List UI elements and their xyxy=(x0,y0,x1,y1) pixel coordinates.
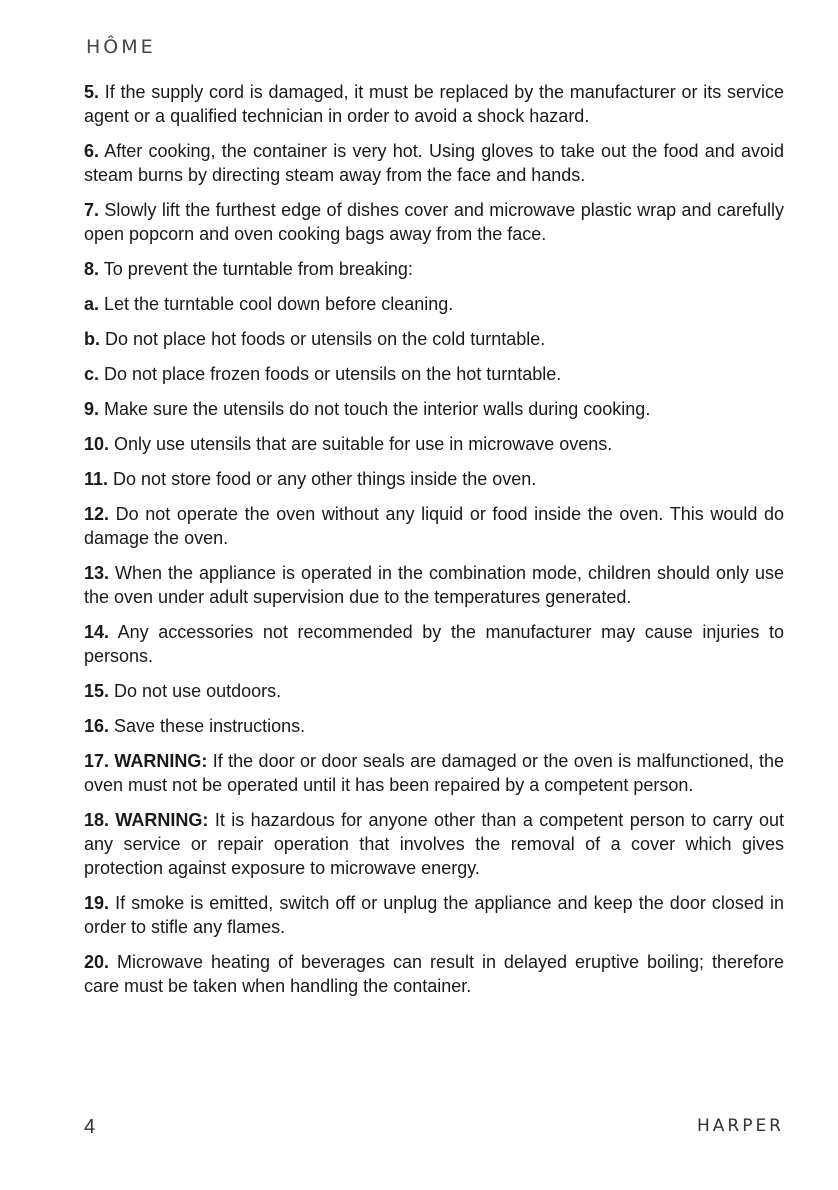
list-item xyxy=(84,891,784,939)
item-text: Do not use outdoors. xyxy=(109,681,282,701)
item-text: Any accessories not recommended by the manufacturer may cause injuries to persons. xyxy=(84,622,784,666)
list-item xyxy=(84,327,784,351)
page-number: 4 xyxy=(84,1116,96,1138)
list-item xyxy=(84,198,784,246)
item-number: b. xyxy=(84,329,100,349)
item-text: Slowly lift the furthest edge of dishes cover and microwave plastic wrap and carefully open popcorn and oven cooking bags away from the face. xyxy=(84,200,784,244)
item-text: Save these instructions. xyxy=(109,716,306,736)
list-item xyxy=(84,620,784,668)
list-item xyxy=(84,749,784,797)
item-number: 9. xyxy=(84,399,100,419)
list-item xyxy=(84,362,784,386)
list-item xyxy=(84,714,784,738)
list-item xyxy=(84,139,784,187)
item-text: If smoke is emitted, switch off or unplug the appliance and keep the door closed in order to stifle any flames. xyxy=(84,893,784,937)
item-text: Let the turntable cool down before cleaning. xyxy=(99,294,454,314)
item-number: 13. xyxy=(84,563,110,583)
item-number: 20. xyxy=(84,952,110,972)
list-item xyxy=(84,467,784,491)
item-text: Do not place hot foods or utensils on the cold turntable. xyxy=(100,329,546,349)
item-text: When the appliance is operated in the combination mode, children should only use the oven under adult supervision due to the temperatures generated. xyxy=(84,563,784,607)
item-number: 18. xyxy=(84,810,110,830)
list-item xyxy=(84,679,784,703)
warning-label: WARNING: xyxy=(109,810,209,830)
item-number: 15. xyxy=(84,681,110,701)
item-number: c. xyxy=(84,364,100,384)
item-number: 6. xyxy=(84,141,100,161)
item-number: 5. xyxy=(84,82,100,102)
instruction-list xyxy=(84,80,784,1009)
list-item xyxy=(84,561,784,609)
brand-logo-home: HÔME xyxy=(86,36,156,58)
list-item xyxy=(84,80,784,128)
item-text: Do not operate the oven without any liquid or food inside the oven. This would do damage the oven. xyxy=(84,504,784,548)
item-number: 14. xyxy=(84,622,110,642)
item-text: After cooking, the container is very hot. Using gloves to take out the food and avoid steam burns by directing steam away from the face and hands. xyxy=(84,141,784,185)
item-text: If the door or door seals are damaged or the oven is malfunctioned, the oven must not be operated until it has been repaired by a competent person. xyxy=(84,751,784,795)
item-text: Do not store food or any other things inside the oven. xyxy=(108,469,537,489)
item-text: Make sure the utensils do not touch the interior walls during cooking. xyxy=(99,399,651,419)
item-number: 17. xyxy=(84,751,110,771)
item-number: 11. xyxy=(84,469,109,489)
item-text: Only use utensils that are suitable for use in microwave ovens. xyxy=(109,434,613,454)
item-number: 10. xyxy=(84,434,110,454)
list-item xyxy=(84,292,784,316)
item-number: a. xyxy=(84,294,100,314)
brand-logo-harper: HARPER xyxy=(696,1116,784,1136)
list-item xyxy=(84,257,784,281)
item-number: 16. xyxy=(84,716,110,736)
item-text: To prevent the turntable from breaking: xyxy=(99,259,413,279)
list-item xyxy=(84,808,784,880)
list-item xyxy=(84,432,784,456)
item-text: It is hazardous for anyone other than a competent person to carry out any service or repair operation that involves the removal of a cover which gives protection against exposure to microwave energy. xyxy=(84,810,784,878)
item-text: Microwave heating of beverages can result in delayed eruptive boiling; therefore care must be taken when handling the container. xyxy=(84,952,784,996)
list-item xyxy=(84,502,784,550)
item-text: If the supply cord is damaged, it must be replaced by the manufacturer or its service agent or a qualified technician in order to avoid a shock hazard. xyxy=(84,82,784,126)
item-number: 7. xyxy=(84,200,100,220)
warning-label: WARNING: xyxy=(109,751,208,771)
item-number: 12. xyxy=(84,504,110,524)
item-number: 19. xyxy=(84,893,110,913)
item-text: Do not place frozen foods or utensils on the hot turntable. xyxy=(99,364,562,384)
list-item xyxy=(84,397,784,421)
list-item xyxy=(84,950,784,998)
item-number: 8. xyxy=(84,259,100,279)
